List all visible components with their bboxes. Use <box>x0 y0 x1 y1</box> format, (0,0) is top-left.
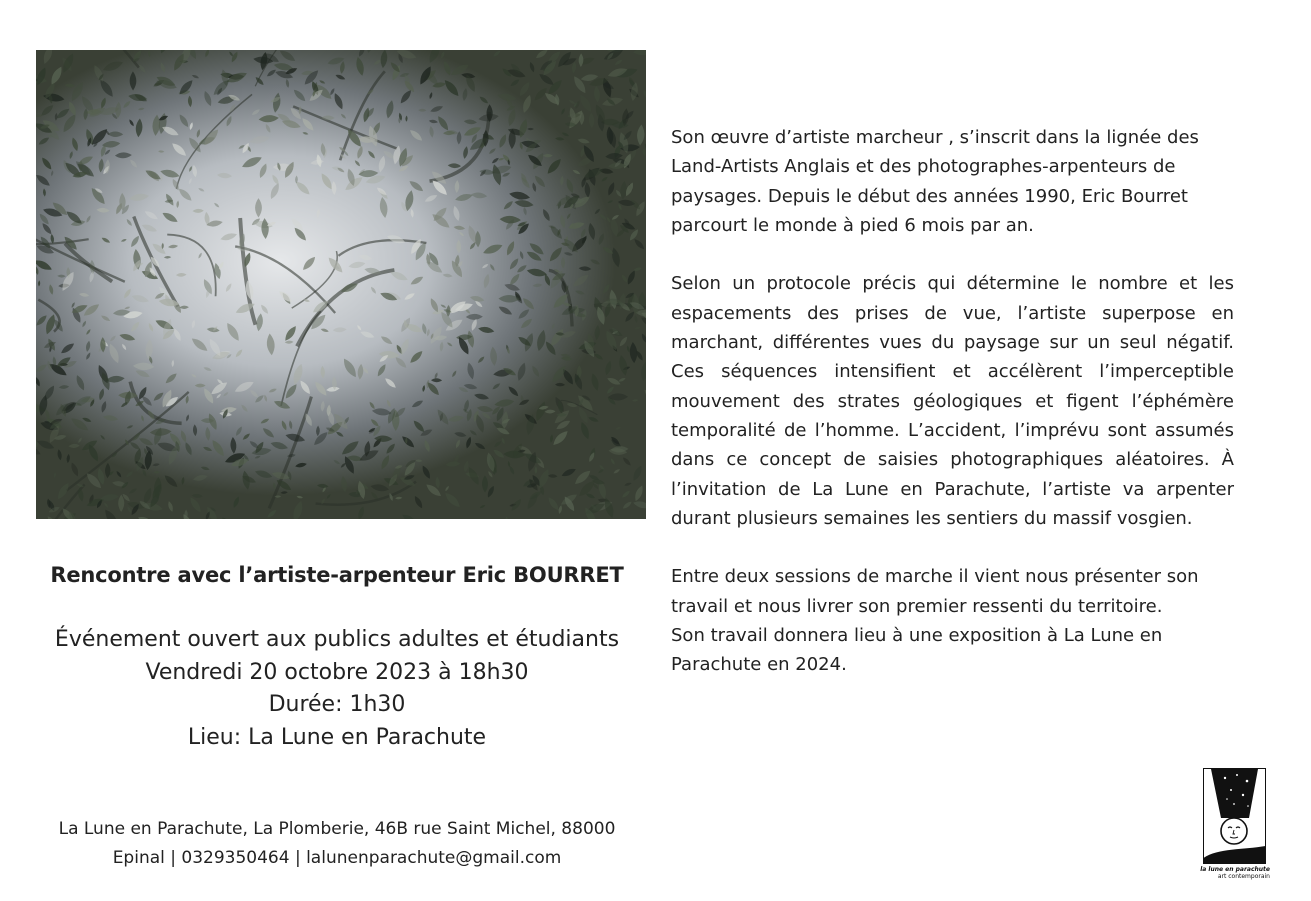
presentation-line-1: Entre deux sessions de marche il vient nous présenter son travail et nous livrer son premier ressenti du territoire. <box>671 566 1199 617</box>
event-duration: Durée: 1h30 <box>268 692 406 717</box>
event-audience: Événement ouvert aux publics adultes et étudiants <box>54 627 620 652</box>
address-line-2: Epinal | 0329350464 | lalunenparachute@gmail.com <box>112 848 562 868</box>
event-location: Lieu: La Lune en Parachute <box>187 724 487 750</box>
paragraph-intro: Son œuvre d’artiste marcheur , s’inscrit dans la lignée des Land-Artists Anglais et des photographes-arpenteurs de paysages. Depuis le début des années 1990, Eric Bourret parcourt le monde à pied 6 mois par an. <box>671 127 1199 236</box>
la-lune-en-parachute-logo <box>1203 768 1267 878</box>
address-line-1: La Lune en Parachute, La Plomberie, 46B rue Saint Michel, 88000 <box>58 819 616 839</box>
presentation-line-2: Son travail donnera lieu à une exposition à La Lune en Parachute en 2024. <box>671 625 1163 676</box>
logo-caption <box>1198 866 1270 880</box>
event-title: Rencontre avec l’artiste-arpenteur Eric BOURRET <box>50 563 624 587</box>
paragraph-presentation <box>671 562 1234 679</box>
paragraph-protocol: Selon un protocole précis qui détermine le nombre et les espacements des prises de vue, l’artiste superpose en marchant, différentes vues du paysage sur un seul négatif. Ces séquences intensifient et accélèrent l’imperceptible mouvement des strates géologiques et figent l’éphémère temporalité de l’homme. L’accident, l’imprévu sont assumés dans ce concept de saisies photographiques aléatoires. À l’invitation de La Lune en Parachute, l’artiste va arpenter durant plusieurs semaines les sentiers du massif vosgien. <box>671 273 1234 529</box>
forest-reflection-photo <box>36 50 646 519</box>
event-date: Vendredi 20 octobre 2023 à 18h30 <box>145 659 529 685</box>
venue-address <box>22 815 652 873</box>
logo-subtitle: art contemporain <box>1217 873 1270 880</box>
artist-description <box>671 123 1234 709</box>
event-details <box>22 624 652 754</box>
logo-brand-name: la lune en parachute <box>1200 866 1270 873</box>
